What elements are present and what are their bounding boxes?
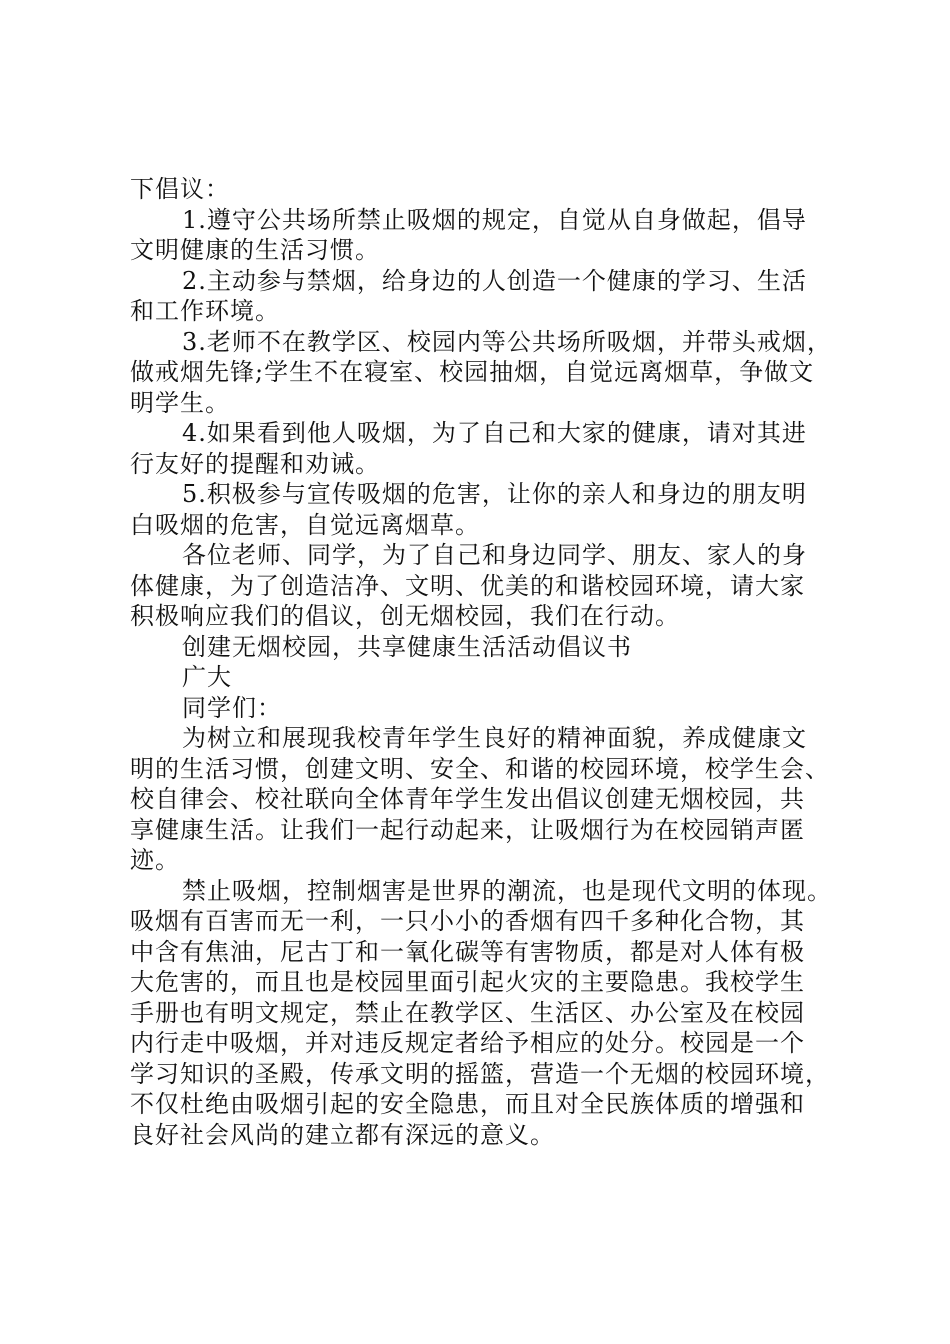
text-line: 积极响应我们的倡议，创无烟校园，我们在行动。	[130, 602, 680, 630]
text-line: 文明健康的生活习惯。	[130, 236, 380, 264]
text-line: 不仅杜绝由吸烟引起的安全隐患，而且对全民族体质的增强和	[130, 1090, 805, 1118]
document-body	[130, 174, 830, 1150]
text-line: 享健康生活。让我们一起行动起来，让吸烟行为在校园销声匿	[130, 815, 805, 844]
text-line: 5.积极参与宣传吸烟的危害，让你的亲人和身边的朋友明	[182, 480, 807, 508]
text-line: 做戒烟先锋;学生不在寝室、校园抽烟，自觉远离烟草，争做文	[130, 358, 815, 386]
text-line: 校自律会、校社联向全体青年学生发出倡议创建无烟校园，共	[130, 785, 805, 813]
text-line: 为树立和展现我校青年学生良好的精神面貌，养成健康文	[182, 724, 807, 752]
text-line: 行友好的提醒和劝诫。	[130, 449, 380, 478]
text-line: 白吸烟的危害，自觉远离烟草。	[130, 510, 480, 539]
text-line: 4.如果看到他人吸烟，为了自己和大家的健康，请对其进	[182, 419, 807, 447]
text-line: 吸烟有百害而无一利，一只小小的香烟有四千多种化合物，其	[130, 907, 805, 935]
text-line: 手册也有明文规定，禁止在教学区、生活区、办公室及在校园	[130, 998, 805, 1027]
text-line: 和工作环境。	[130, 297, 280, 325]
text-line: 禁止吸烟，控制烟害是世界的潮流，也是现代文明的体现。	[182, 876, 832, 905]
text-line: 中含有焦油，尼古丁和一氧化碳等有害物质，都是对人体有极	[130, 937, 805, 966]
text-line: 广大	[182, 663, 232, 691]
text-line: 同学们：	[182, 693, 282, 722]
text-line: 内行走中吸烟，并对违反规定者给予相应的处分。校园是一个	[130, 1029, 805, 1057]
text-line: 迹。	[130, 846, 180, 874]
text-line: 下倡议：	[130, 175, 230, 203]
text-line: 1.遵守公共场所禁止吸烟的规定，自觉从自身做起，倡导	[182, 205, 807, 234]
text-line: 良好社会风尚的建立都有深远的意义。	[130, 1120, 555, 1149]
text-line: 明学生。	[130, 388, 230, 417]
text-line: 明的生活习惯，创建文明、安全、和谐的校园环境，校学生会、	[130, 754, 830, 783]
text-line: 学习知识的圣殿，传承文明的摇篮，营造一个无烟的校园环境，	[130, 1059, 830, 1088]
text-line: 2.主动参与禁烟，给身边的人创造一个健康的学习、生活	[182, 266, 807, 295]
text-line: 大危害的，而且也是校园里面引起火灾的主要隐患。我校学生	[130, 968, 805, 996]
text-line: 各位老师、同学，为了自己和身边同学、朋友、家人的身	[182, 541, 807, 569]
text-line: 体健康，为了创造洁净、文明、优美的和谐校园环境，请大家	[130, 571, 805, 600]
text-line: 3.老师不在教学区、校园内等公共场所吸烟，并带头戒烟，	[182, 327, 832, 356]
text-line: 创建无烟校园，共享健康生活活动倡议书	[182, 632, 632, 661]
